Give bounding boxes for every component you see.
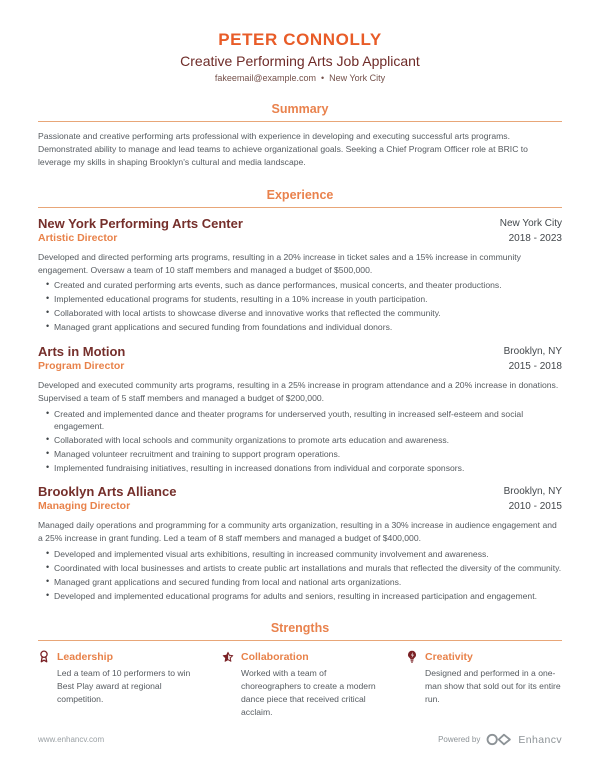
summary-text: Passionate and creative performing arts professional with experience in developing and executing successful arts programs. Demonstrated ability to manage and lead teams to achieve organizational goals. Seeking a Chief Program Officer role at BRIC to leverage my skills in shaping Brooklyn's cultural and media landscape. <box>38 131 528 167</box>
strength-header <box>222 650 378 663</box>
job-location: New York City <box>499 217 562 229</box>
bullet-item: • Coordinated with local businesses and artists to create public art installations and murals that reflected the diversity of the community. <box>46 562 562 574</box>
job-header-left <box>38 344 125 372</box>
experience-section <box>38 188 562 603</box>
resume-header <box>38 30 562 83</box>
strength-item <box>406 650 562 719</box>
contact-separator: • <box>321 73 325 83</box>
strength-text: Designed and performed in a one-man show that sold out for its entire run. <box>425 668 561 705</box>
job-header <box>38 344 562 374</box>
strengths-section <box>38 621 562 719</box>
website-link[interactable]: www.enhancv.com <box>38 735 105 744</box>
candidate-title: Creative Performing Arts Job Applicant <box>180 53 420 69</box>
job-summary: Developed and executed community arts programs, resulting in a 25% increase in program attendance and a 20% increase in donations. Supervised a team of 5 staff members and managed a budget of $200,000. <box>38 379 559 403</box>
job-entry <box>38 216 562 334</box>
job-header-right <box>500 216 562 246</box>
strengths-grid <box>38 650 562 719</box>
job-role: Program Director <box>38 359 125 372</box>
job-location: Brooklyn, NY <box>503 486 562 498</box>
bullet-item: • Managed volunteer recruitment and training to support program operations. <box>46 448 562 460</box>
strength-header <box>406 650 562 663</box>
job-summary: Developed and directed performing arts programs, resulting in a 20% increase in ticket sales and a 15% increase in community engagement. Oversaw a team of 10 staff members and managed a budget of $500,000. <box>38 251 521 275</box>
job-dates: 2010 - 2015 <box>508 501 562 513</box>
job-header-right <box>504 344 562 374</box>
bullet-item: • Created and implemented dance and theater programs for underserved youth, resulting in increased self-esteem and social engagement. <box>46 408 562 433</box>
brand-name: Enhancv <box>518 733 562 746</box>
contact-line <box>38 73 562 83</box>
bullet-item: • Developed and implemented educational programs for adults and seniors, resulting in increased participation and engagement. <box>46 590 562 602</box>
job-bullet-list <box>38 408 562 475</box>
strengths-heading: Strengths <box>270 621 330 636</box>
location-text: New York City <box>329 73 386 83</box>
strength-title: Creativity <box>425 650 473 663</box>
bullet-item: • Implemented fundraising initiatives, resulting in increased donations from individual and corporate sponsors. <box>46 462 562 474</box>
job-bullet-list <box>38 548 562 602</box>
job-header-left <box>38 216 243 244</box>
strength-item <box>38 650 194 719</box>
job-header <box>38 216 562 246</box>
strength-title: Leadership <box>57 650 114 663</box>
strength-title: Collaboration <box>241 650 309 663</box>
summary-section <box>38 102 562 169</box>
powered-by-label: Powered by <box>438 735 481 744</box>
job-header-left <box>38 484 176 512</box>
job-role: Managing Director <box>38 500 131 513</box>
bullet-item: • Managed grant applications and secured funding from foundations and individual donors. <box>46 321 562 333</box>
bullet-item: • Created and curated performing arts events, such as dance performances, musical concerts, and theater productions. <box>46 279 562 291</box>
job-dates: 2015 - 2018 <box>508 360 562 372</box>
job-header-right <box>504 484 562 514</box>
job-entry <box>38 344 562 475</box>
lightbulb-icon <box>406 650 418 663</box>
bullet-item: • Collaborated with local schools and community organizations to promote arts education and awareness. <box>46 434 562 446</box>
medal-icon <box>38 650 50 663</box>
job-company: Arts in Motion <box>38 343 126 359</box>
job-company: New York Performing Arts Center <box>38 215 243 231</box>
bullet-item: • Developed and implemented visual arts exhibitions, resulting in increased community involvement and awareness. <box>46 548 562 560</box>
job-role: Artistic Director <box>38 231 118 244</box>
experience-heading: Experience <box>266 187 334 202</box>
enhancv-logo-icon <box>486 732 512 747</box>
star-icon <box>222 650 234 663</box>
experience-divider <box>38 207 562 208</box>
email-link[interactable]: fakeemail@example.com <box>214 73 316 83</box>
summary-heading: Summary <box>271 102 329 116</box>
strength-header <box>38 650 194 663</box>
candidate-name: PETER CONNOLLY <box>218 30 382 49</box>
job-company: Brooklyn Arts Alliance <box>38 484 177 500</box>
strengths-divider <box>38 640 562 641</box>
job-header <box>38 484 562 514</box>
job-entry <box>38 484 562 602</box>
powered-by[interactable] <box>438 732 562 747</box>
bullet-item: • Managed grant applications and secured funding from local and national arts organizations. <box>46 576 562 588</box>
job-location: Brooklyn, NY <box>503 345 562 357</box>
bullet-item: • Implemented educational programs for students, resulting in a 10% increase in youth participation. <box>46 293 562 305</box>
job-bullet-list <box>38 279 562 333</box>
job-summary: Managed daily operations and programming for a community arts organization, resulting in a 30% increase in audience engagement and a 25% increase in grant funding. Led a team of 8 staff members and managed a budget of $400,000. <box>38 520 557 544</box>
strength-text: Led a team of 10 performers to win Best Play award at regional competition. <box>57 668 191 705</box>
strength-text: Worked with a team of choreographers to create a modern dance piece that received critical acclaim. <box>241 668 376 718</box>
strength-item <box>222 650 378 719</box>
page-footer <box>38 732 562 747</box>
bullet-item: • Collaborated with local artists to showcase diverse and innovative works that reflected the community. <box>46 307 562 319</box>
job-dates: 2018 - 2023 <box>508 232 562 244</box>
summary-divider <box>38 121 562 122</box>
